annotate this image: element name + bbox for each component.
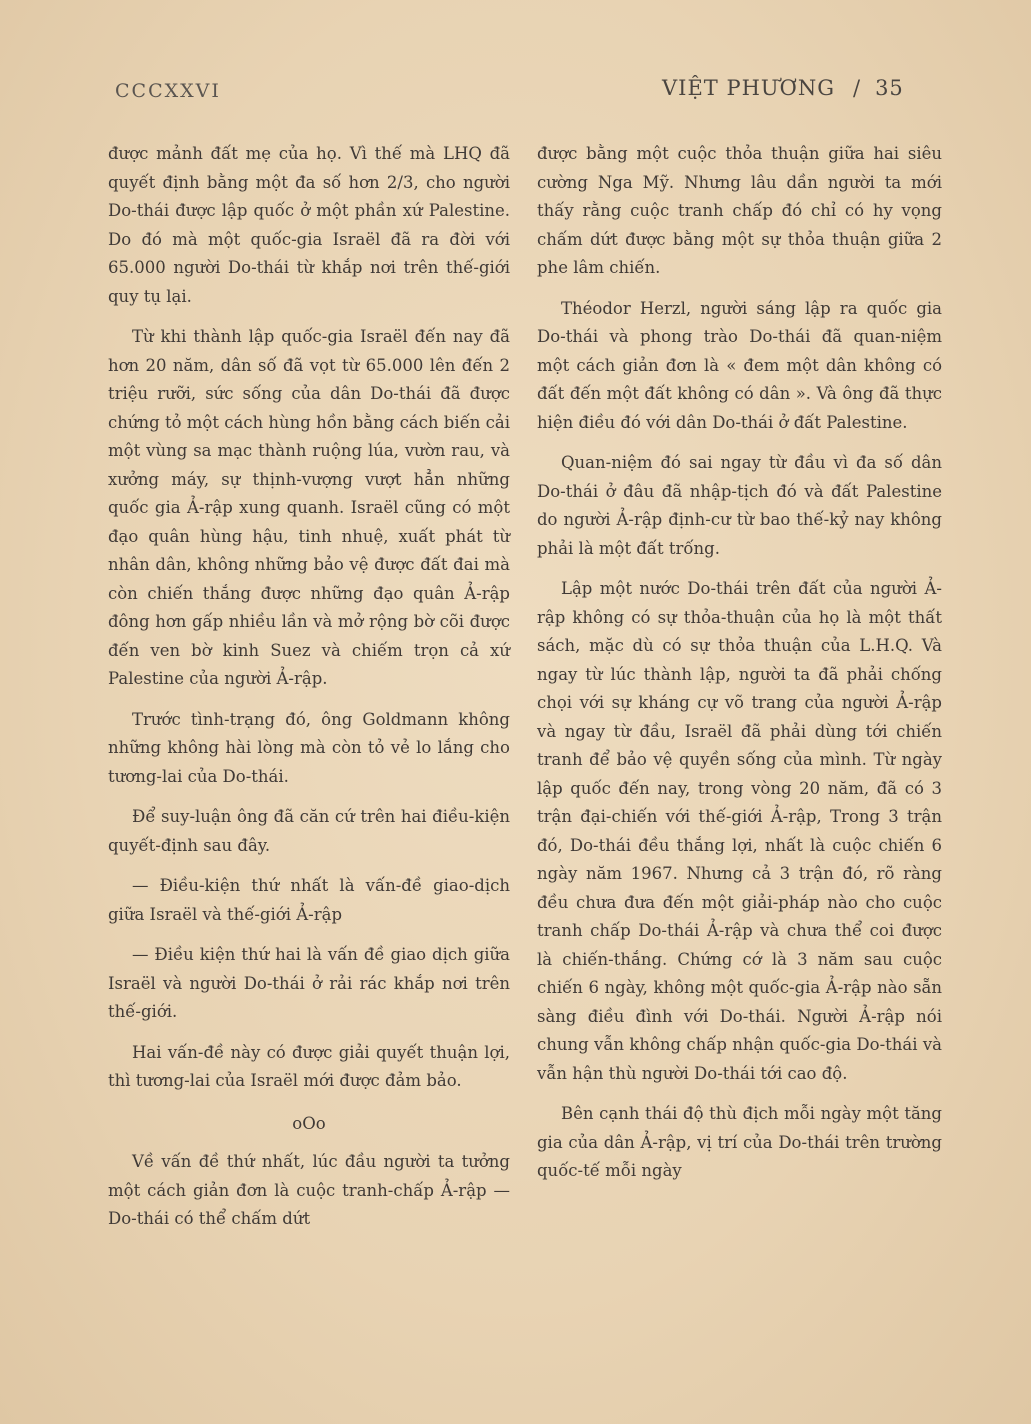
right-column xyxy=(537,140,942,1198)
page-number: 35 xyxy=(875,76,904,100)
paragraph: Về vấn đề thứ nhất, lúc đầu người ta tưởng một cách giản đơn là cuộc tranh-chấp Ả-rập — Do-thái có thể chấm dứt xyxy=(108,1152,510,1228)
paragraph: Lập một nước Do-thái trên đất của người Ả-rập không có sự thỏa-thuận của họ là một thất sách, mặc dù có sự thỏa thuận của L.H.Q. Và ngay từ lúc thành lập, người ta đã phải chống chọi với sự kháng cự võ trang của người Ả-rập và ngay từ đầu, Israël đã phải dùng tới chiến tranh để bảo vệ quyền sống của mình. Từ ngày lập quốc đến nay, trong vòng 20 năm, đã có 3 trận đại-chiến với thế-giới Ả-rập, Trong 3 trận đó, Do-thái đều thắng lợi, nhất là cuộc chiến 6 ngày năm 1967. Nhưng cả 3 trận đó, rõ ràng đều chưa đưa đến một giải-pháp nào cho cuộc tranh chấp Do-thái Ả-rập và chưa thể coi được là chiến-thắng. Chứng cớ là 3 năm sau cuộc chiến 6 ngày, không một quốc-gia Ả-rập nào sẵn sàng điều đình với Do-thái. Người Ả-rập nói chung vẫn không chấp nhận quốc-gia Do-thái và vẫn hận thù người Do-thái tới cao độ. xyxy=(537,579,942,1083)
section-divider: oOo xyxy=(292,1113,326,1133)
paragraph: Bên cạnh thái độ thù địch mỗi ngày một tăng gia của dân Ả-rập, vị trí của Do-thái trên trường quốc-tế mỗi ngày xyxy=(537,1104,942,1180)
paragraph: được bằng một cuộc thỏa thuận giữa hai siêu cường Nga Mỹ. Nhưng lâu dần người ta mới thấy rằng cuộc tranh chấp đó chỉ có hy vọng chấm dứt được bằng một sự thỏa thuận giữa 2 phe lâm chiến. xyxy=(537,144,942,277)
paragraph: — Điều kiện thứ hai là vấn đề giao dịch giữa Israël và người Do-thái ở rải rác khắp nơi trên thế-giới. xyxy=(108,945,510,1021)
paragraph: được mảnh đất mẹ của họ. Vì thế mà LHQ đã quyết định bằng một đa số hơn 2/3, cho người Do-thái được lập quốc ở một phần xứ Palestine. Do đó mà một quốc-gia Israël đã ra đời với 65.000 người Do-thái từ khắp nơi trên thế-giới quy tụ lại. xyxy=(108,144,510,306)
left-column xyxy=(108,140,510,1246)
paragraph: Để suy-luận ông đã căn cứ trên hai điều-kiện quyết-định sau đây. xyxy=(108,807,510,855)
journal-title: VIỆT PHƯƠNG xyxy=(662,76,835,100)
paragraph: — Điều-kiện thứ nhất là vấn-đề giao-dịch giữa Israël và thế-giới Ả-rập xyxy=(108,876,510,924)
paragraph: Hai vấn-đề này có được giải quyết thuận lợi, thì tương-lai của Israël mới được đảm bảo. xyxy=(108,1042,510,1090)
paragraph: Từ khi thành lập quốc-gia Israël đến nay đã hơn 20 năm, dân số đã vọt từ 65.000 lên đến 2 triệu rưỡi, sức sống của dân Do-thái đã được chứng tỏ một cách hùng hồn bằng cách biến cải một vùng sa mạc thành ruộng lúa, vườn rau, và xưởng máy, sự thịnh-vượng vượt hẳn những quốc gia Ả-rập xung quanh. Israël cũng có một đạo quân hùng hậu, tinh nhuệ, xuất phát từ nhân dân, không những bảo vệ được đất đai mà còn chiến thắng được những đạo quân Ả-rập đông hơn gấp nhiều lần và mở rộng bờ cõi được đến ven bờ kinh Suez và chiếm trọn cả xứ Palestine của người Ả-rập. xyxy=(108,327,510,688)
running-header xyxy=(662,76,904,100)
paragraph: Théodor Herzl, người sáng lập ra quốc gia Do-thái và phong trào Do-thái đã quan-niệm một cách giản đơn là « đem một dân không có đất đến một đất không có dân ». Và ông đã thực hiện điều đó với dân Do-thái ở đất Palestine. xyxy=(537,298,942,432)
paragraph: Trước tình-trạng đó, ông Goldmann không những không hài lòng mà còn tỏ vẻ lo lắng cho tương-lai của Do-thái. xyxy=(108,709,510,786)
paragraph: Quan-niệm đó sai ngay từ đầu vì đa số dân Do-thái ở đâu đã nhập-tịch đó và đất Palestine do người Ả-rập định-cư từ bao thế-kỷ nay không phải là một đất trống. xyxy=(537,453,942,558)
header-separator: / xyxy=(852,76,862,100)
roman-page-number: CCCXXVI xyxy=(115,80,221,102)
